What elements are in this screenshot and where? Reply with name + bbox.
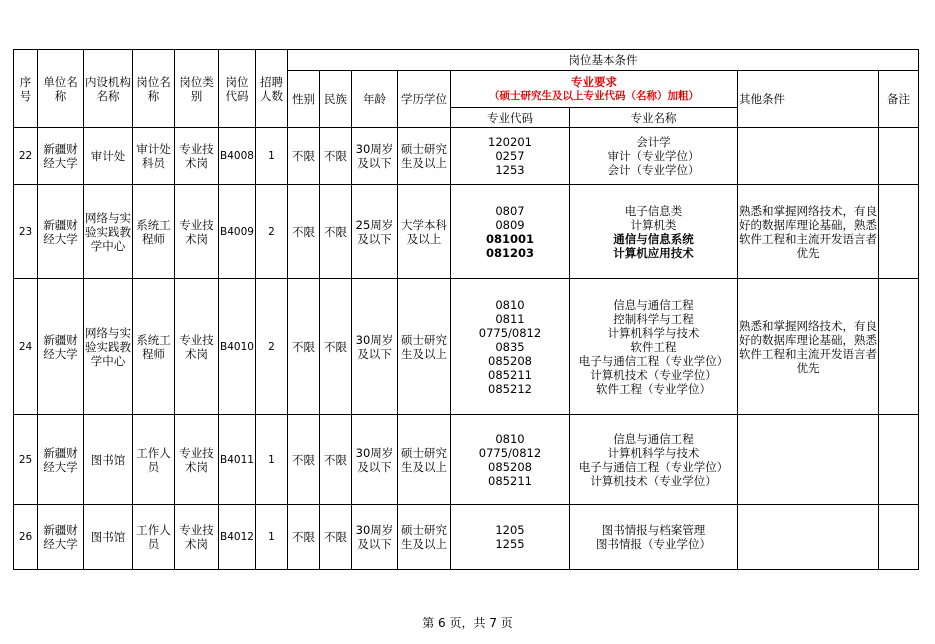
major-code: 120201 bbox=[488, 135, 532, 149]
major-name: 软件工程（专业学位） bbox=[596, 381, 711, 396]
cell-post-name: 工作人员 bbox=[133, 415, 175, 505]
cell-ethnic: 不限 bbox=[320, 505, 352, 570]
cell-major-codes bbox=[451, 415, 570, 505]
cell-seq: 23 bbox=[14, 185, 38, 279]
major-name: 计算机科学与技术 bbox=[607, 445, 700, 460]
major-code: 085211 bbox=[488, 473, 532, 488]
cell-age: 25周岁及以下 bbox=[352, 185, 398, 279]
header-major-name: 专业名称 bbox=[570, 108, 738, 128]
major-name: 会计学 bbox=[636, 135, 671, 149]
header-count: 招聘人数 bbox=[256, 50, 288, 128]
cell-unit: 新疆财经大学 bbox=[38, 415, 84, 505]
major-name: 计算机技术（专业学位） bbox=[590, 473, 717, 488]
major-code: 0835 bbox=[495, 339, 525, 354]
cell-major-names bbox=[570, 279, 738, 415]
cell-post-type: 专业技术岗 bbox=[175, 505, 219, 570]
cell-education: 硕士研究生及以上 bbox=[398, 415, 451, 505]
cell-other bbox=[738, 505, 879, 570]
cell-ethnic: 不限 bbox=[320, 279, 352, 415]
cell-major-names bbox=[570, 505, 738, 570]
cell-remark bbox=[879, 185, 919, 279]
cell-post-code: B4010 bbox=[219, 279, 256, 415]
cell-seq: 24 bbox=[14, 279, 38, 415]
cell-age: 30周岁及以下 bbox=[352, 279, 398, 415]
major-name: 软件工程 bbox=[630, 339, 677, 354]
major-name: 通信与信息系统 bbox=[613, 231, 694, 246]
major-code: 081203 bbox=[485, 245, 534, 260]
major-code: 0775/0812 bbox=[478, 325, 542, 340]
cell-education: 硕士研究生及以上 bbox=[398, 128, 451, 185]
header-ethnic: 民族 bbox=[320, 71, 352, 128]
major-name: 图书情报（专业学位） bbox=[596, 537, 711, 551]
cell-post-name: 系统工程师 bbox=[133, 279, 175, 415]
major-name: 图书情报与档案管理 bbox=[601, 523, 706, 537]
cell-unit: 新疆财经大学 bbox=[38, 505, 84, 570]
cell-age: 30周岁及以下 bbox=[352, 128, 398, 185]
cell-remark bbox=[879, 279, 919, 415]
major-name: 电子与通信工程（专业学位） bbox=[578, 353, 729, 368]
cell-post-name: 审计处科员 bbox=[133, 128, 175, 185]
table-row bbox=[14, 128, 919, 185]
cell-dept: 图书馆 bbox=[84, 505, 133, 570]
cell-major-names bbox=[570, 128, 738, 185]
cell-post-code: B4012 bbox=[219, 505, 256, 570]
major-name: 会计（专业学位） bbox=[607, 163, 700, 177]
recruitment-table bbox=[13, 49, 919, 570]
major-code: 0810 bbox=[495, 297, 525, 312]
major-code: 085212 bbox=[488, 381, 532, 396]
major-name: 电子信息类 bbox=[624, 203, 683, 218]
cell-ethnic: 不限 bbox=[320, 185, 352, 279]
major-code: 0807 bbox=[495, 203, 525, 218]
major-code: 1255 bbox=[495, 537, 525, 551]
major-name: 计算机类 bbox=[630, 217, 677, 232]
table-row bbox=[14, 185, 919, 279]
major-code: 081001 bbox=[485, 231, 534, 246]
cell-education: 硕士研究生及以上 bbox=[398, 505, 451, 570]
cell-unit: 新疆财经大学 bbox=[38, 128, 84, 185]
header-remark: 备注 bbox=[879, 71, 919, 128]
major-req-title: 专业要求 bbox=[571, 75, 617, 89]
header-seq: 序号 bbox=[14, 50, 38, 128]
cell-education: 硕士研究生及以上 bbox=[398, 279, 451, 415]
cell-other bbox=[738, 415, 879, 505]
header-major-code: 专业代码 bbox=[451, 108, 570, 128]
major-code: 1205 bbox=[495, 523, 525, 537]
cell-gender: 不限 bbox=[288, 505, 320, 570]
cell-gender: 不限 bbox=[288, 415, 320, 505]
cell-count: 1 bbox=[256, 415, 288, 505]
header-post-type: 岗位类别 bbox=[175, 50, 219, 128]
cell-count: 2 bbox=[256, 185, 288, 279]
table-row bbox=[14, 279, 919, 415]
cell-post-name: 工作人员 bbox=[133, 505, 175, 570]
major-code: 0810 bbox=[495, 431, 525, 446]
cell-other: 熟悉和掌握网络技术，有良好的数据库理论基础，熟悉软件工程和主流开发语言者优先 bbox=[738, 185, 879, 279]
cell-unit: 新疆财经大学 bbox=[38, 279, 84, 415]
major-code: 0811 bbox=[495, 311, 525, 326]
cell-major-codes bbox=[451, 279, 570, 415]
cell-major-codes bbox=[451, 505, 570, 570]
cell-gender: 不限 bbox=[288, 185, 320, 279]
header-post-code: 岗位代码 bbox=[219, 50, 256, 128]
major-req-note: （硕士研究生及以上专业代码（名称）加粗） bbox=[489, 90, 699, 102]
page-footer: 第 6 页，共 7 页 bbox=[422, 616, 513, 630]
cell-other bbox=[738, 128, 879, 185]
header-post-name: 岗位名称 bbox=[133, 50, 175, 128]
cell-post-type: 专业技术岗 bbox=[175, 279, 219, 415]
cell-post-code: B4008 bbox=[219, 128, 256, 185]
cell-count: 1 bbox=[256, 128, 288, 185]
cell-ethnic: 不限 bbox=[320, 415, 352, 505]
major-code: 085208 bbox=[488, 353, 532, 368]
cell-education: 大学本科及以上 bbox=[398, 185, 451, 279]
cell-post-type: 专业技术岗 bbox=[175, 415, 219, 505]
cell-remark bbox=[879, 505, 919, 570]
table-row bbox=[14, 505, 919, 570]
major-name: 审计（专业学位） bbox=[607, 149, 700, 163]
cell-seq: 26 bbox=[14, 505, 38, 570]
header-dept: 内设机构名称 bbox=[84, 50, 133, 128]
cell-dept: 网络与实验实践教学中心 bbox=[84, 185, 133, 279]
major-name: 信息与通信工程 bbox=[613, 297, 694, 312]
cell-count: 1 bbox=[256, 505, 288, 570]
major-name: 计算机应用技术 bbox=[613, 245, 694, 260]
major-code: 0257 bbox=[495, 149, 525, 163]
major-name: 电子与通信工程（专业学位） bbox=[578, 459, 729, 474]
cell-remark bbox=[879, 415, 919, 505]
cell-post-code: B4011 bbox=[219, 415, 256, 505]
major-code: 0775/0812 bbox=[478, 445, 542, 460]
cell-unit: 新疆财经大学 bbox=[38, 185, 84, 279]
major-code: 0809 bbox=[495, 217, 525, 232]
header-other: 其他条件 bbox=[738, 71, 879, 128]
cell-remark bbox=[879, 128, 919, 185]
cell-major-codes bbox=[451, 128, 570, 185]
header-major-req bbox=[451, 71, 738, 108]
major-name: 信息与通信工程 bbox=[613, 431, 694, 446]
cell-post-name: 系统工程师 bbox=[133, 185, 175, 279]
major-name: 计算机技术（专业学位） bbox=[590, 367, 717, 382]
cell-gender: 不限 bbox=[288, 128, 320, 185]
major-code: 085211 bbox=[488, 367, 532, 382]
major-name: 计算机科学与技术 bbox=[607, 325, 700, 340]
header-gender: 性别 bbox=[288, 71, 320, 128]
cell-major-names bbox=[570, 415, 738, 505]
cell-other: 熟悉和掌握网络技术，有良好的数据库理论基础，熟悉软件工程和主流开发语言者优先 bbox=[738, 279, 879, 415]
cell-post-type: 专业技术岗 bbox=[175, 128, 219, 185]
major-code: 085208 bbox=[488, 459, 532, 474]
table-row bbox=[14, 415, 919, 505]
header-basic-conditions: 岗位基本条件 bbox=[288, 50, 919, 71]
header-age: 年龄 bbox=[352, 71, 398, 128]
cell-age: 30周岁及以下 bbox=[352, 415, 398, 505]
cell-dept: 图书馆 bbox=[84, 415, 133, 505]
major-name: 控制科学与工程 bbox=[613, 311, 694, 326]
cell-seq: 22 bbox=[14, 128, 38, 185]
header-education: 学历学位 bbox=[398, 71, 451, 128]
cell-major-codes bbox=[451, 185, 570, 279]
cell-dept: 审计处 bbox=[84, 128, 133, 185]
header-unit: 单位名称 bbox=[38, 50, 84, 128]
cell-post-code: B4009 bbox=[219, 185, 256, 279]
cell-dept: 网络与实验实践教学中心 bbox=[84, 279, 133, 415]
major-code: 1253 bbox=[495, 163, 525, 177]
cell-seq: 25 bbox=[14, 415, 38, 505]
cell-gender: 不限 bbox=[288, 279, 320, 415]
cell-ethnic: 不限 bbox=[320, 128, 352, 185]
cell-age: 30周岁及以下 bbox=[352, 505, 398, 570]
cell-count: 2 bbox=[256, 279, 288, 415]
cell-post-type: 专业技术岗 bbox=[175, 185, 219, 279]
cell-major-names bbox=[570, 185, 738, 279]
